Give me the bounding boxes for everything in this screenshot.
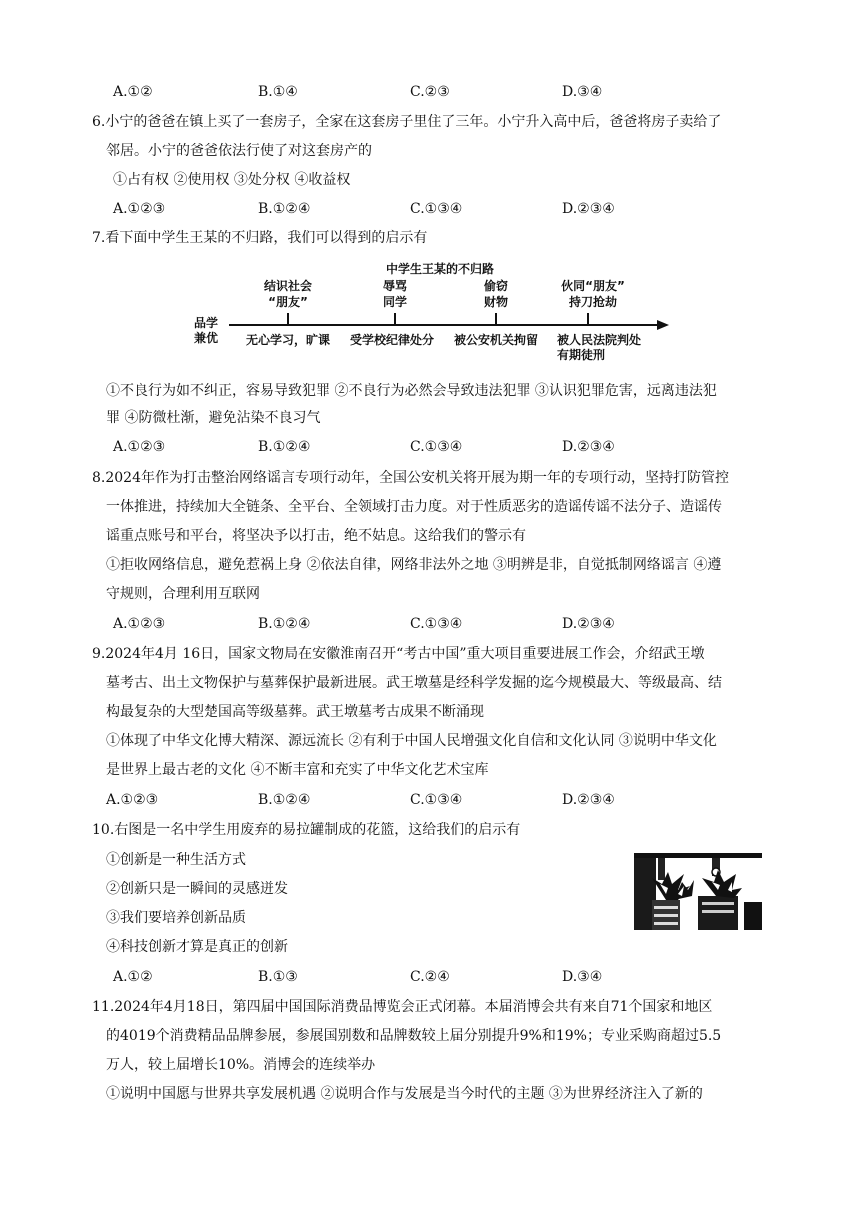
q6-option-a: A.①②③ — [113, 201, 166, 217]
q6-option-c: C.①③④ — [410, 201, 463, 217]
stage-2: 受学校纪律处分 — [349, 333, 434, 347]
q8-option-c: C.①③④ — [410, 616, 463, 632]
q5-option-b: B.①④ — [258, 84, 298, 100]
timeline-start-2: 兼优 — [194, 331, 219, 345]
q7-option-a: A.①②③ — [113, 439, 166, 455]
event-3-line-2: 财物 — [483, 295, 508, 309]
q10-choice-3: ③我们要培养创新品质 — [106, 910, 246, 926]
q10-option-a: A.①② — [113, 969, 153, 985]
event-1-line-1: 结识社会 — [263, 279, 312, 293]
q9-option-a: A.①②③ — [106, 792, 159, 808]
q9-choices-line-1: ①体现了中华文化博大精深、源远流长 ②有利于中国人民增强文化自信和文化认同 ③说明中华文化 — [106, 733, 717, 749]
q10-choice-1: ①创新是一种生活方式 — [106, 852, 246, 868]
q6-choices: ①占有权 ②使用权 ③处分权 ④收益权 — [113, 172, 351, 188]
q6-stem-line-1: 6.小宁的爸爸在镇上买了一套房子，全家在这套房子里住了三年。小宁升入高中后，爸爸将房子卖给了 — [92, 114, 722, 130]
q9-option-b: B.①②④ — [258, 792, 311, 808]
q7-option-b: B.①②④ — [258, 439, 311, 455]
q10-option-c: C.②④ — [410, 969, 450, 985]
stage-1: 无心学习，旷课 — [245, 333, 330, 347]
q10-choice-2: ②创新只是一瞬间的灵感迸发 — [106, 881, 288, 897]
q8-option-b: B.①②④ — [258, 616, 311, 632]
flower-basket-image — [632, 850, 766, 932]
event-2-line-1: 辱骂 — [382, 279, 407, 293]
q8-stem-line-3: 谣重点账号和平台，将坚决予以打击，绝不姑息。这给我们的警示有 — [106, 528, 526, 544]
q6-stem-line-2: 邻居。小宁的爸爸依法行使了对这套房产的 — [106, 143, 372, 159]
q9-stem-line-2: 墓考古、出土文物保护与墓葬保护最新进展。武王墩墓是经科学发掘的迄今规模最大、等级最高、结 — [106, 675, 722, 691]
q8-stem-line-1: 8.2024年作为打击整治网络谣言专项行动年，全国公安机关将开展为期一年的专项行动，坚持打防管控 — [92, 470, 729, 486]
event-3-line-1: 偷窃 — [483, 279, 508, 293]
stage-3: 被公安机关拘留 — [453, 333, 538, 347]
q11-stem-line-2: 的4019个消费精品品牌参展，参展国别数和品牌数较上届分别提升9%和19%；专业采购商超过5.5 — [106, 1028, 722, 1044]
q7-option-d: D.②③④ — [562, 439, 615, 455]
timeline-start-1: 品学 — [194, 316, 219, 330]
event-4-line-2: 持刀抢劫 — [568, 295, 617, 309]
q8-option-d: D.②③④ — [562, 616, 615, 632]
q8-stem-line-2: 一体推进，持续加大全链条、全平台、全领域打击力度。对于性质恶劣的造谣传谣不法分子、造谣传 — [106, 499, 722, 515]
q9-option-d: D.②③④ — [562, 792, 615, 808]
q8-choices-line-2: 守规则，合理利用互联网 — [106, 586, 260, 602]
q9-option-c: C.①③④ — [410, 792, 463, 808]
q8-option-a: A.①②③ — [113, 616, 166, 632]
q7-option-c: C.①③④ — [410, 439, 463, 455]
event-4-line-1: 伙同“朋友” — [561, 279, 625, 293]
q11-stem-line-1: 11.2024年4月18日，第四届中国国际消费品博览会正式闭幕。本届消博会共有来自71个国家和地区 — [92, 999, 713, 1015]
stage-4-cont: 有期徒刑 — [557, 348, 606, 362]
q7-choices-line-2: 罪 ④防微杜渐，避免沾染不良习气 — [106, 410, 321, 426]
q6-option-d: D.②③④ — [562, 201, 615, 217]
q11-stem-line-3: 万人，较上届增长10%。消博会的连续举办 — [106, 1057, 376, 1073]
q10-option-d: D.③④ — [562, 969, 603, 985]
stage-4: 被人民法院判处 — [557, 333, 642, 347]
q5-option-c: C.②③ — [410, 84, 450, 100]
q10-stem: 10.右图是一名中学生用废弃的易拉罐制成的花篮，这给我们的启示有 — [92, 822, 521, 838]
timeline-title: 中学生王某的不归路 — [385, 262, 494, 276]
q7-stem: 7.看下面中学生王某的不归路，我们可以得到的启示有 — [92, 230, 428, 246]
q5-option-a: A.①② — [113, 84, 153, 100]
q9-choices-line-2: 是世界上最古老的文化 ④不断丰富和充实了中华文化艺术宝库 — [106, 762, 489, 778]
q7-choices-line-1: ①不良行为如不纠正，容易导致犯罪 ②不良行为必然会导致违法犯罪 ③认识犯罪危害，远离违法犯 — [106, 383, 717, 399]
q9-stem-line-3: 构最复杂的大型楚国高等级墓葬。武王墩墓考古成果不断涌现 — [106, 704, 484, 720]
event-2-line-2: 同学 — [382, 295, 407, 309]
q6-option-b: B.①②④ — [258, 201, 311, 217]
q9-stem-line-1: 9.2024年4月 16日，国家文物局在安徽淮南召开“考古中国”重大项目重要进展工作会，介绍武王墩 — [92, 646, 705, 662]
q8-choices-line-1: ①拒收网络信息，避免惹祸上身 ②依法自律，网络非法外之地 ③明辨是非，自觉抵制网络谣言 ④遵 — [106, 557, 722, 573]
q10-choice-4: ④科技创新才算是真正的创新 — [106, 939, 288, 955]
q11-choices-line-1: ①说明中国愿与世界共享发展机遇 ②说明合作与发展是当今时代的主题 ③为世界经济注入了新的 — [106, 1086, 703, 1102]
q10-option-b: B.①③ — [258, 969, 298, 985]
event-1-line-2: “朋友” — [268, 295, 308, 309]
q5-option-d: D.③④ — [562, 84, 603, 100]
